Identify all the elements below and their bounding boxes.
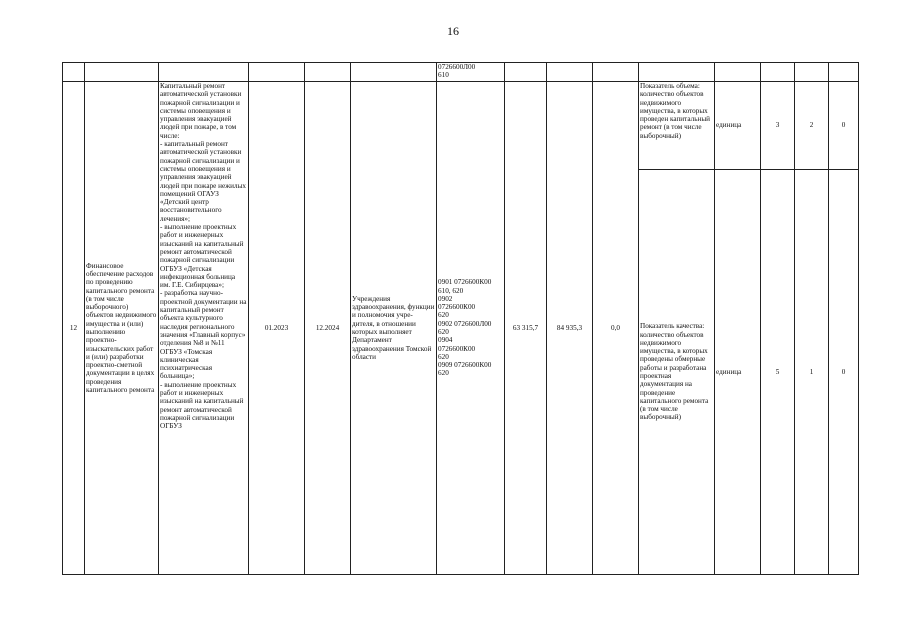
budget-codes-cell: 0901 0726600К00 610, 620 0902 0726600К00 620 0902 0726600Л00 620 0904 0726600К00 620 0909 0726600К00 620: [437, 82, 505, 575]
cell-empty: [249, 63, 305, 82]
page-number: 16: [447, 24, 459, 38]
indicator-name-cell: Показатель объема: количество объектов недвижимого имущества, в которых проведен капитальный ремонт (в том числе выборочный): [639, 82, 715, 170]
start-date-cell: 01.2023: [249, 82, 305, 575]
cell-empty: [63, 63, 85, 82]
cell-empty: [85, 63, 159, 82]
indicator-value-1-cell: 3: [761, 82, 795, 170]
program-table: [62, 62, 859, 575]
indicator-name-cell: Показатель качества: количество объектов недвижимого имущества, в которых проведены обмерные работы и разработана проектная документация на проведение капитального ремонта (в том числе выборочный): [639, 170, 715, 575]
table-row: [63, 82, 859, 170]
activities-cell: Капитальный ремонт автоматической установки пожарной сигнализации и системы оповещения и управления эвакуацией людей при пожаре, в том числе: - капитальный ремонт автоматической установки пожарной сигнализации и системы оповещения и управления эвакуацией людей при пожаре нежилых помещений ОГАУЗ «Детский центр восстановительного лечения»; - выполнение проектных работ и инженерных изысканий на капитальный ремонт автоматической пожарной сигнализации ОГБУЗ «Детская инфекционная больница им. Г.Е. Сибирцева»; - разработка научно-проектной документации на капитальный ремонт объекта культурного наследия регионального значения «Главный корпус» отделения №8 и №11 ОГБУЗ «Томская клиническая психиатрическая больница»; - выполнение проектных работ и инженерных изысканий на капитальный ремонт автоматической пожарной сигнализации ОГБУЗ: [159, 82, 249, 575]
end-date-cell: 12.2024: [305, 82, 351, 575]
amount-2-cell: 84 935,3: [547, 82, 593, 575]
indicator-value-3-cell: 0: [829, 170, 859, 575]
cell-empty: [305, 63, 351, 82]
cell-empty: [715, 63, 761, 82]
amount-1-cell: 63 315,7: [505, 82, 547, 575]
cell-empty: [351, 63, 437, 82]
cell-empty: [639, 63, 715, 82]
cell-empty: [829, 63, 859, 82]
continuation-code-cell: 0726600Л00 610: [437, 63, 505, 82]
indicator-value-2-cell: 2: [795, 82, 829, 170]
indicator-value-3-cell: 0: [829, 82, 859, 170]
task-cell: Финансовое обеспечение расходов по проведению капитального ремонта (в том числе выборочного) объектов недвижимого имущества и (или) выполнению проектно-изыскательских работ и (или) разработки проектно-сметной документации в целях проведения капитального ремонта: [85, 82, 159, 575]
cell-empty: [795, 63, 829, 82]
cell-empty: [761, 63, 795, 82]
cell-empty: [593, 63, 639, 82]
cell-empty: [547, 63, 593, 82]
executor-cell: Учреждения здравоохранения, функции и полномочия учре-дителя, в отношении которых выполняет Департамент здравоохранения Томской области: [351, 82, 437, 575]
indicator-value-1-cell: 5: [761, 170, 795, 575]
indicator-unit-cell: единица: [715, 170, 761, 575]
cell-empty: [159, 63, 249, 82]
row-number-cell: 12: [63, 82, 85, 575]
indicator-unit-cell: единица: [715, 82, 761, 170]
cell-empty: [505, 63, 547, 82]
indicator-value-2-cell: 1: [795, 170, 829, 575]
amount-3-cell: 0,0: [593, 82, 639, 575]
continuation-row: [63, 63, 859, 82]
